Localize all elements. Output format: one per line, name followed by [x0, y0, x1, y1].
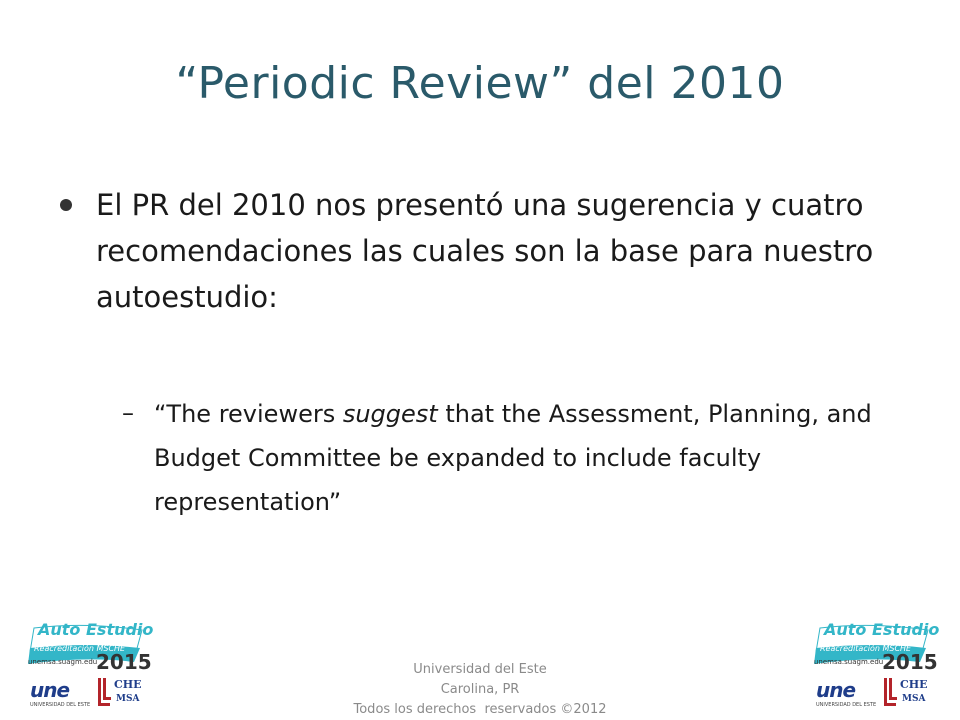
une-logo-subtitle: UNIVERSIDAD DEL ESTE	[30, 702, 91, 708]
bullet-dot-icon	[60, 199, 72, 211]
quote-emphasis: suggest	[342, 400, 438, 428]
une-logo: une	[816, 678, 856, 702]
che-text: CHE	[900, 678, 928, 691]
msa-text: MSA	[116, 694, 140, 704]
logo-title: Auto Estudio	[824, 620, 940, 639]
quote-part-1: “The reviewers	[154, 400, 343, 428]
logo-year: 2015	[882, 650, 938, 674]
slide-footer	[0, 660, 960, 720]
sub-bullet-text	[154, 392, 920, 524]
sub-bullet-dash: –	[122, 399, 134, 427]
footer-line-location: Carolina, PR	[440, 682, 520, 697]
quote-part-2: that the Assessment, Planning, and Budget Committee be expanded to include faculty representation”	[154, 400, 872, 516]
sub-bullet-item	[122, 392, 920, 524]
logo-title: Auto Estudio	[38, 620, 154, 639]
une-logo-subtitle: UNIVERSIDAD DEL ESTE	[816, 702, 877, 708]
slide-title: “Periodic Review” del 2010	[175, 58, 785, 109]
bullet-item	[60, 182, 920, 320]
footer-line-institution: Universidad del Este	[413, 662, 547, 677]
msa-text: MSA	[902, 694, 926, 704]
logo-subtitle: Reacreditación MSCHE	[820, 644, 912, 653]
logo-url: unemsa.suagm.edu	[814, 658, 884, 666]
footer-line-copyright: Todos los derechos reservados ©2012	[353, 702, 607, 717]
logo-subtitle: Reacreditación MSCHE	[34, 644, 126, 653]
che-text: CHE	[114, 678, 142, 691]
bullet-text: El PR del 2010 nos presentó una sugerencia y cuatro recomendaciones las cuales son la base para nuestro autoestudio:	[96, 188, 874, 314]
une-logo: une	[30, 678, 70, 702]
slide-content	[60, 182, 920, 524]
logo-year: 2015	[96, 650, 152, 674]
logo-url: unemsa.suagm.edu	[28, 658, 98, 666]
